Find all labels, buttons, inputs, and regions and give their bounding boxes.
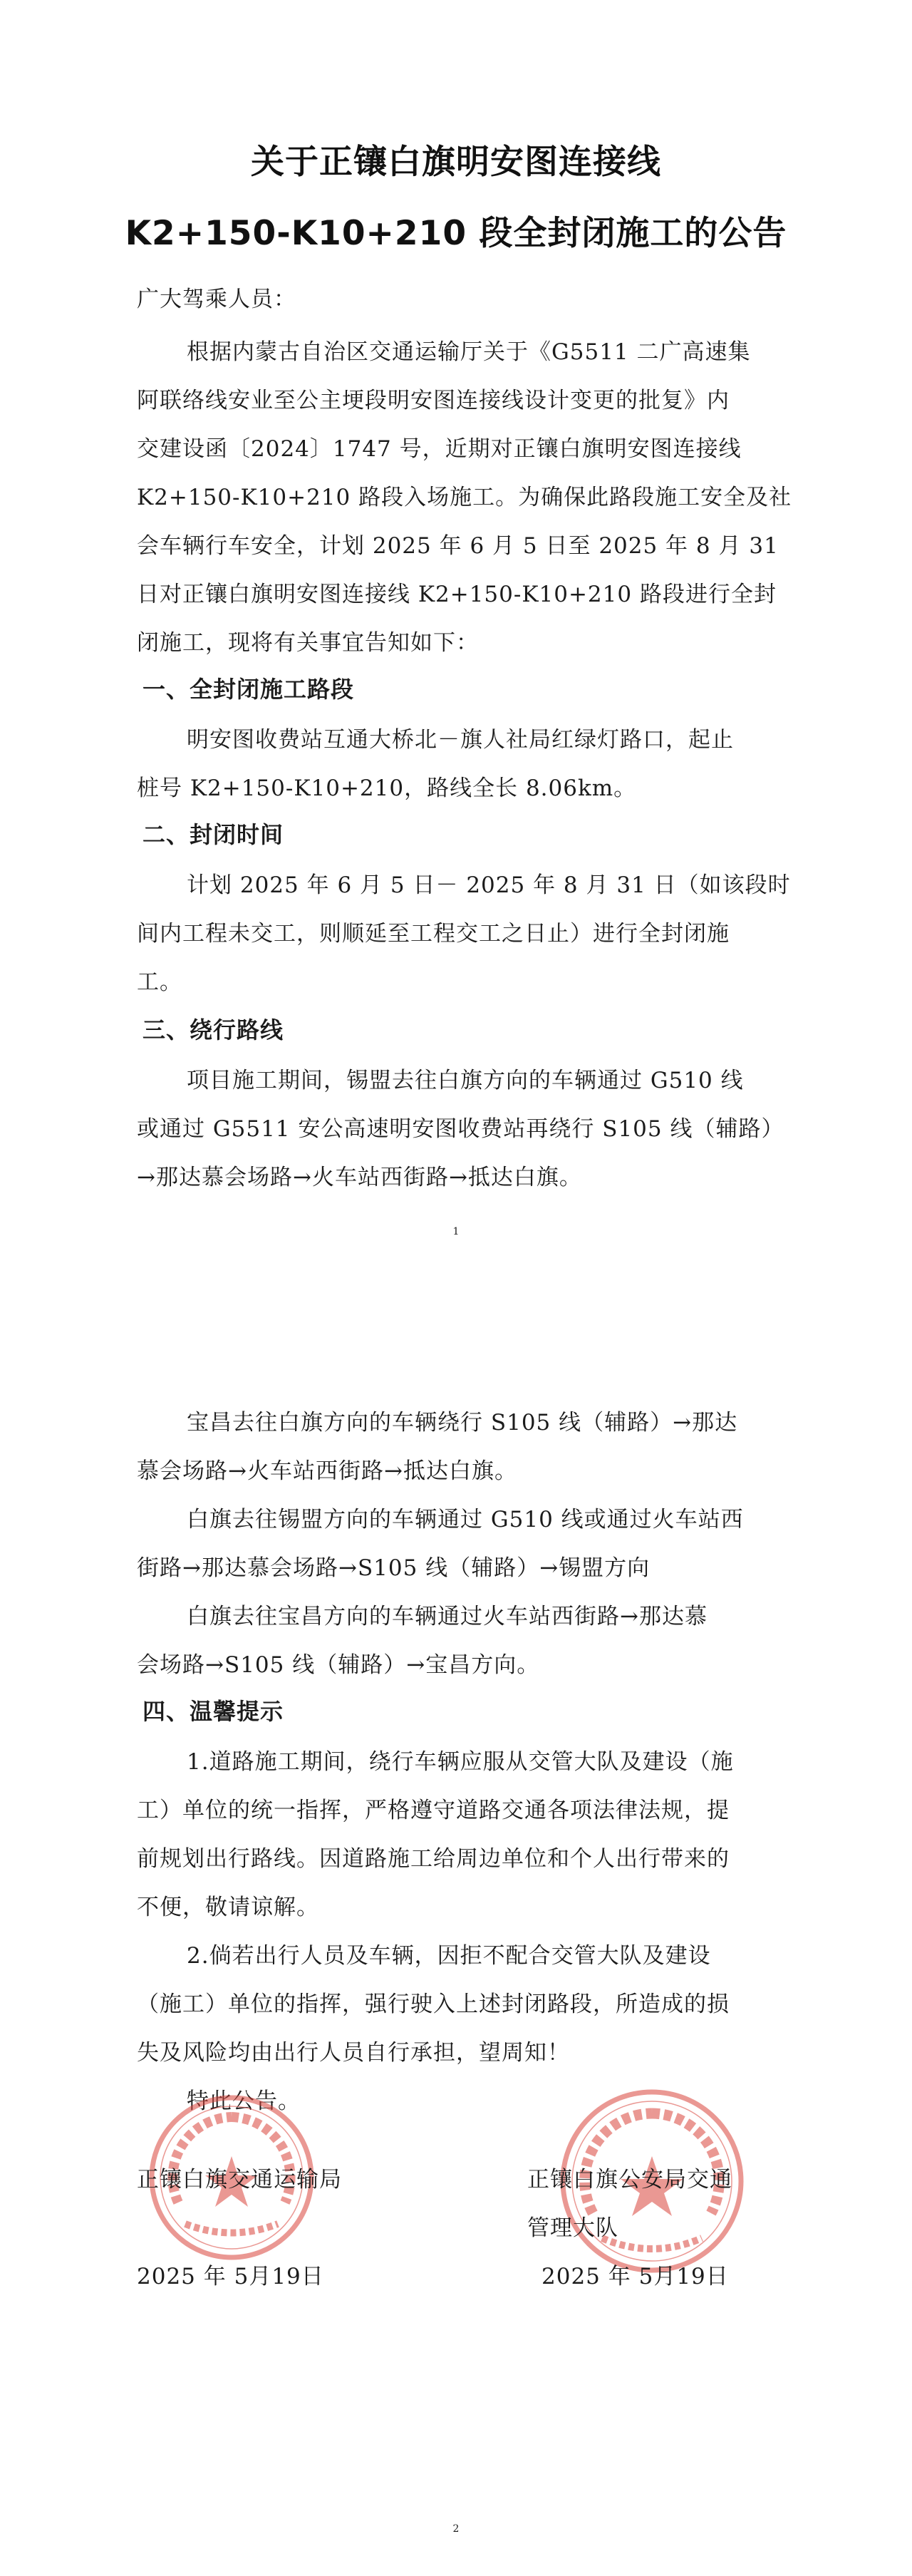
signature-right-org: 管理大队 [527,2215,618,2241]
detour-text: 街路→那达慕会场路→S105 线（辅路）→锡盟方向 [137,1555,651,1581]
tip-text: 2.倘若出行人员及车辆，因拒不配合交管大队及建设 [187,1943,711,1969]
intro-line: 闭施工，现将有关事宜告知如下： [137,630,479,656]
intro-line: 阿联络线安业至公主埂段明安图连接线设计变更的批复》内 [137,388,730,413]
page-number: 1 [452,1226,460,1237]
signature-left-org: 正镶白旗交通运输局 [137,2167,342,2193]
document-page-1 [0,0,912,1283]
section-heading: 四、温馨提示 [142,1698,284,1725]
page-number: 2 [452,2523,460,2535]
section-text: 明安图收费站互通大桥北－旗人社局红绿灯路口，起止 [187,727,734,753]
signature-right-date: 2025 年 5月19日 [542,2264,729,2289]
detour-text: 慕会场路→火车站西街路→抵达白旗。 [137,1458,517,1484]
signature-right-org: 正镶白旗公安局交通 [527,2167,732,2193]
section-text: 间内工程未交工，则顺延至工程交工之日止）进行全封闭施 [137,921,730,947]
document-page-2 [0,1283,912,2576]
notice-title-line-2: K2+150-K10+210 段全封闭施工的公告 [125,214,787,253]
tip-text: 不便，敬请谅解。 [137,1895,319,1920]
section-text: 计划 2025 年 6 月 5 日－ 2025 年 8 月 31 日（如该段时 [187,872,791,898]
detour-text: 会场路→S105 线（辅路）→宝昌方向。 [137,1652,540,1678]
section-text: 项目施工期间，锡盟去往白旗方向的车辆通过 G510 线 [187,1068,744,1093]
intro-line: K2+150-K10+210 路段入场施工。为确保此路段施工安全及社 [137,485,792,510]
section-text: 桩号 K2+150-K10+210，路线全长 8.06km。 [137,776,637,801]
section-heading: 一、全封闭施工路段 [142,676,355,703]
salutation: 广大驾乘人员： [137,287,296,312]
section-text: 或通过 G5511 安公高速明安图收费站再绕行 S105 线（辅路） [137,1116,784,1142]
section-heading: 二、封闭时间 [142,821,284,848]
section-text: →那达慕会场路→火车站西街路→抵达白旗。 [137,1165,582,1190]
detour-text: 宝昌去往白旗方向的车辆绕行 S105 线（辅路）→那达 [187,1410,738,1436]
section-text: 工。 [137,969,182,995]
tip-text: 前规划出行路线。因道路施工给周边单位和个人出行带来的 [137,1846,730,1872]
intro-line: 日对正镶白旗明安图连接线 K2+150-K10+210 路段进行全封 [137,582,777,607]
detour-text: 白旗去往锡盟方向的车辆通过 G510 线或通过火车站西 [187,1507,744,1532]
tip-text: 工）单位的统一指挥，严格遵守道路交通各项法律法规，提 [137,1798,730,1823]
closing-text: 特此公告。 [187,2088,301,2114]
notice-title-line-1: 关于正镶白旗明安图连接线 [251,143,661,182]
intro-line: 会车辆行车安全，计划 2025 年 6 月 5 日至 2025 年 8 月 31 [137,533,779,559]
detour-text: 白旗去往宝昌方向的车辆通过火车站西街路→那达慕 [187,1604,708,1629]
intro-line: 根据内蒙古自治区交通运输厅关于《G5511 二广高速集 [187,339,751,365]
signature-left-date: 2025 年 5月19日 [137,2264,324,2289]
section-heading: 三、绕行路线 [142,1016,284,1044]
tip-text: 1.道路施工期间，绕行车辆应服从交管大队及建设（施 [187,1749,734,1775]
tip-text: 失及风险均由出行人员自行承担，望周知！ [137,2040,570,2066]
tip-text: （施工）单位的指挥，强行驶入上述封闭路段，所造成的损 [137,1992,730,2017]
intro-line: 交建设函〔2024〕1747 号，近期对正镶白旗明安图连接线 [137,436,742,462]
